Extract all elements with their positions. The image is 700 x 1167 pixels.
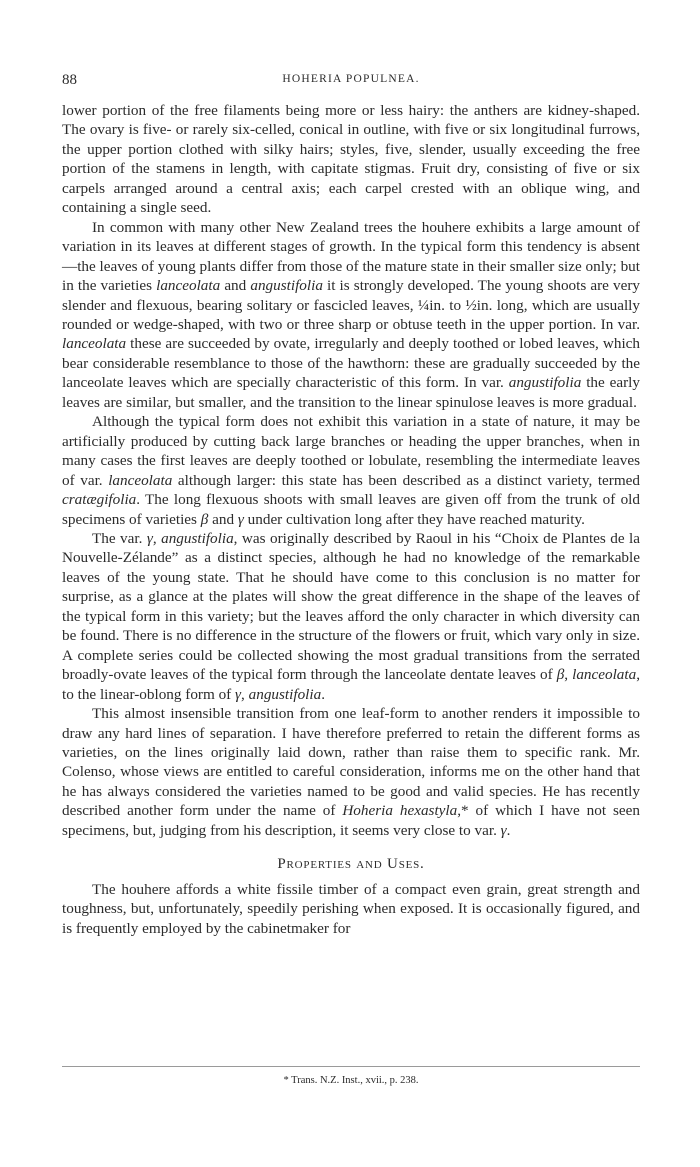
text-run: lower portion of the free filaments being more or less hairy: the anthers are kidney-shaped. The ovary is five- or rarely six-celled, conical in outline, with five or six longitudinal furrows, the upper portion clothed with silky hairs; styles, five, slender, usually exceeding the free portion of the stamens in length, with capitate stigmas. Fruit dry, consisting of five or six carpels arranged around a central axis; each carpel crested with an oblique wing, and containing a single seed. [62, 102, 640, 217]
paragraph-var-angustifolia [62, 529, 640, 704]
running-head [62, 72, 640, 92]
text-run: it is strongly developed. The young shoots are very slender and flexuous, bearing solitary or fascicled leaves, ¼in. to ½in. long, which are usually rounded or wedge-shaped, with two or three sharp or obtuse teeth in the upper portion. In var. [62, 277, 640, 333]
italic-run: γ [237, 510, 244, 528]
italic-run: cratægifolia [62, 491, 137, 509]
paragraph-leaf-variation [62, 218, 640, 413]
italic-run: angustifolia [161, 529, 234, 547]
paragraph-artificial-variation [62, 412, 640, 529]
italic-run: angustifolia [248, 685, 322, 703]
text-run: although larger: this state has been described as a distinct variety, termed [172, 471, 640, 489]
text-run: the early leaves are similar, but smaller, and the transition to the linear spinulose leaves is more gradual. [62, 374, 640, 411]
section-heading: Properties and Uses. [277, 856, 425, 873]
italic-run: lanceolata [108, 471, 173, 489]
text-run: The var. [92, 529, 147, 547]
text-run: ,* of which I have not seen specimens, but, judging from his description, it seems very close to var. [62, 802, 640, 839]
text-run: under cultivation long after they have reached maturity. [243, 510, 585, 528]
text-run: In common with many other New Zealand trees the houhere exhibits a large amount of variation in its leaves at different stages of growth. In the typical form this tendency is absent—the leaves of young plants differ from those of the mature state in their smaller size only; but in the varieties [62, 218, 640, 295]
italic-run: β [556, 666, 565, 684]
italic-run: γ [146, 529, 153, 547]
footnote: * Trans. N.Z. Inst., xvii., p. 238. [283, 1075, 419, 1086]
text-run: and [220, 277, 251, 295]
italic-run: angustifolia [250, 277, 323, 295]
text-run: , [564, 666, 573, 684]
italic-run: lanceolata [572, 666, 637, 684]
italic-run: Hoheria hexastyla [342, 802, 458, 820]
text-run: , was originally described by Raoul in his “Choix de Plantes de la Nouvelle-Zélande” as a distinct species, although he had no knowledge of the remarkable leaves of the young state. That he should have come to this conclusion is no matter for surprise, as a glance at the plates will show the great difference in the shape of the leaves of the typical form in this variety; but the leaves afford the only character in which diversity can be found. There is no difference in the structure of the flowers or fruit, which vary only in size. A complete series could be collected showing the most gradual transitions from the serrated broadly-ovate leaves of the typical form through the lanceolate dentate leaves of [62, 529, 640, 684]
text-run: and [208, 510, 238, 528]
text-run: . [506, 821, 511, 839]
paragraph-transition [62, 704, 640, 840]
italic-run: γ [235, 685, 242, 703]
text-run: Although the typical form does not exhibit this variation in a state of nature, it may be artificially produced by cutting back large branches or heading the upper branches, when in many cases the first leaves are deeply toothed or lobulate, resembling the intermediate leaves of var. [62, 413, 640, 489]
page-number: 88 [62, 72, 77, 88]
italic-run: γ [500, 821, 507, 839]
running-title: HOHERIA POPULNEA. [282, 73, 420, 85]
body-text [62, 101, 640, 938]
italic-run: lanceolata [62, 335, 127, 353]
text-run: This almost insensible transition from one leaf-form to another renders it impossible to draw any hard lines of separation. I have therefore preferred to retain the different forms as varieties, on the lines originally laid down, rather than raise them to specific rank. Mr. Colenso, whose views are entitled to careful consideration, informs me on the other hand that he has always considered the varieties named to be good and valid species. He has recently described another form under the name of [62, 705, 640, 820]
italic-run: angustifolia [508, 374, 582, 392]
text-run: , to the linear-oblong form of [62, 666, 641, 703]
italic-run: lanceolata [156, 277, 221, 295]
text-run: , [152, 529, 162, 547]
text-run: , [241, 685, 249, 703]
text-run: these are succeeded by ovate, irregularly and deeply toothed or lobed leaves, which bear considerable resemblance to those of the hawthorn: these are gradually succeeded by the lanceolate leaves which are specially characteristic of this form. In var. [62, 335, 640, 392]
text-run: . [321, 685, 326, 703]
italic-run: β [200, 510, 209, 528]
text-run: . The long flexuous shoots with small leaves are given off from the trunk of old specimens of varieties [62, 491, 640, 528]
footnote-divider [62, 1066, 640, 1067]
paragraph-properties [62, 880, 640, 938]
text-run: The houhere affords a white fissile timber of a compact even grain, great strength and toughness, but, unfortunately, speedily perishing when exposed. It is occasionally figured, and is frequently employed by the cabinetmaker for [62, 880, 640, 937]
paragraph-ovary-description [62, 101, 640, 218]
